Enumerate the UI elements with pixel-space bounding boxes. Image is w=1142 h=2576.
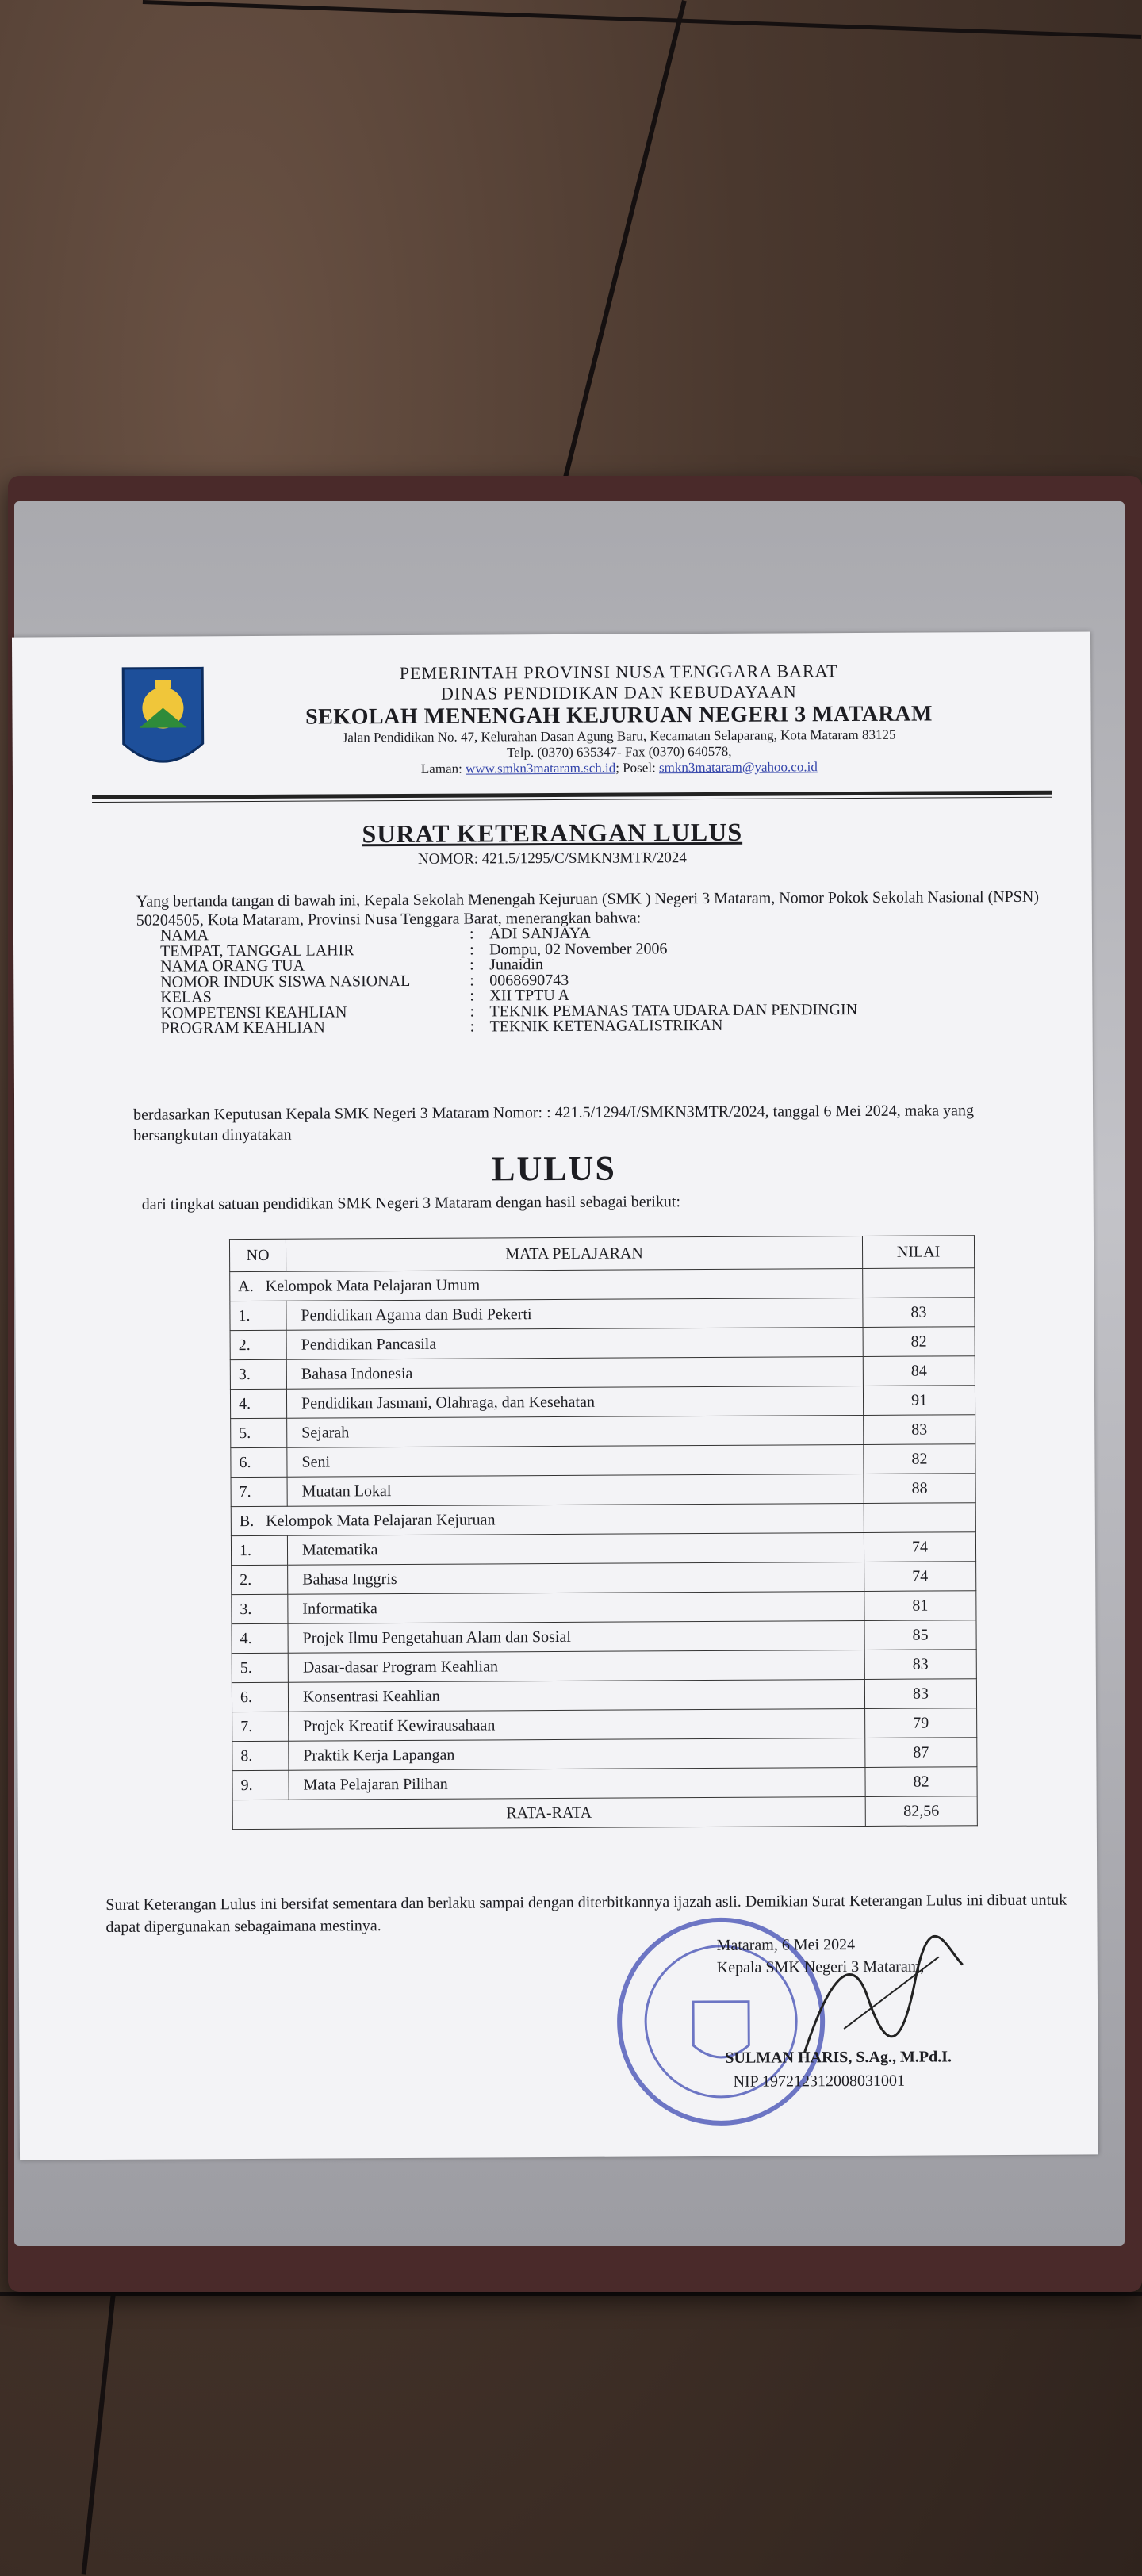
row-no: 1. [231, 1535, 287, 1565]
group-row [230, 1268, 975, 1301]
field-colon: : [469, 941, 474, 959]
group-no: A. [238, 1277, 254, 1295]
field-row [161, 1017, 1073, 1037]
email-link[interactable]: smkn3mataram@yahoo.co.id [658, 759, 818, 776]
field-label: NOMOR INDUK SISWA NASIONAL [160, 972, 411, 991]
document-number: NOMOR: 421.5/1295/C/SMKN3MTR/2024 [417, 849, 687, 868]
field-colon: : [469, 987, 474, 1005]
row-subject: Bahasa Indonesia [286, 1356, 863, 1389]
document-title: SURAT KETERANGAN LULUS [362, 817, 743, 849]
field-label: KOMPETENSI KEAHLIAN [160, 1002, 347, 1022]
row-no: 8. [232, 1741, 289, 1770]
row-value: 88 [864, 1474, 975, 1504]
table-row [232, 1591, 976, 1624]
table-row [232, 1708, 977, 1742]
school-address: Jalan Pendidikan No. 47, Kelurahan Dasan Agung Baru, Kecamatan Selaparang, Kota Mataram 83125 [342, 726, 896, 746]
row-value: 79 [865, 1708, 977, 1738]
field-colon: : [469, 925, 474, 943]
field-label: TEMPAT, TANGGAL LAHIR [159, 941, 354, 960]
letterhead [99, 660, 1052, 803]
field-value: TEKNIK KETENAGALISTRIKAN [489, 1016, 723, 1036]
group-label [231, 1503, 864, 1535]
government-line: PEMERINTAH PROVINSI NUSA TENGGARA BARAT [399, 661, 838, 684]
row-subject: Mata Pelajaran Pilihan [289, 1767, 865, 1800]
row-subject: Dasar-dasar Program Keahlian [288, 1650, 864, 1682]
row-no: 4. [230, 1389, 286, 1418]
group-value [864, 1503, 975, 1533]
row-no: 5. [231, 1418, 287, 1447]
row-subject: Seni [287, 1444, 864, 1477]
table-header-row [229, 1236, 974, 1272]
row-subject: Matematika [287, 1532, 864, 1565]
row-subject: Informatika [288, 1591, 864, 1623]
row-no: 6. [232, 1682, 288, 1712]
header-subject: MATA PELAJARAN [286, 1236, 862, 1271]
field-label: NAMA [159, 926, 209, 945]
row-subject: Muatan Lokal [287, 1474, 864, 1506]
group-no: B. [239, 1512, 255, 1530]
group-value [863, 1268, 975, 1298]
field-colon: : [469, 1002, 475, 1021]
department-line: DINAS PENDIDIKAN DAN KEBUDAYAAN [440, 681, 797, 703]
header-no: NO [229, 1239, 286, 1271]
table-row [231, 1474, 975, 1507]
group-label [230, 1268, 863, 1301]
row-value: 83 [864, 1679, 976, 1709]
row-subject: Pendidikan Pancasila [286, 1327, 863, 1359]
table-row [232, 1679, 976, 1712]
field-colon: : [469, 1018, 475, 1036]
row-value: 82 [863, 1327, 975, 1357]
signer-name: SULMAN HARIS, S.Ag., M.Pd.I. [725, 2048, 952, 2067]
certificate-paper [12, 631, 1098, 2160]
row-subject: Bahasa Inggris [288, 1562, 864, 1594]
table-row [231, 1532, 975, 1566]
decision-basis: berdasarkan Keputusan Kepala SMK Negeri 3 Mataram Nomor: : 421.5/1294/I/SMKN3MTR/2024, tanggal 6 Mei 2024, maka yang bersangkutan dinyatakan [133, 1102, 974, 1144]
row-no: 3. [230, 1359, 286, 1389]
row-value: 82 [865, 1767, 977, 1797]
field-colon: : [469, 972, 474, 990]
row-value: 85 [864, 1620, 976, 1650]
row-subject: Sejarah [287, 1415, 864, 1447]
row-no: 7. [231, 1477, 287, 1506]
field-value: 0068690743 [489, 971, 569, 989]
row-value: 83 [864, 1415, 975, 1445]
field-value: XII TPTU A [489, 986, 570, 1005]
table-row [230, 1356, 975, 1390]
row-no: 1. [230, 1301, 286, 1330]
row-value: 74 [864, 1532, 975, 1562]
row-value: 83 [863, 1298, 975, 1328]
table-row [230, 1386, 975, 1419]
row-no: 5. [232, 1653, 288, 1682]
tile-seam [0, 2292, 1142, 2296]
student-fields [160, 924, 1073, 1037]
row-value: 91 [863, 1386, 975, 1416]
table-row [232, 1767, 977, 1800]
row-value: 81 [864, 1591, 976, 1621]
row-subject: Praktik Kerja Lapangan [289, 1738, 865, 1770]
result-heading: LULUS [492, 1148, 616, 1189]
group-title: Kelompok Mata Pelajaran Umum [265, 1275, 481, 1295]
school-name: SEKOLAH MENENGAH KEJURUAN NEGERI 3 MATARAM [305, 701, 933, 730]
row-subject: Projek Kreatif Kewirausahaan [289, 1708, 865, 1741]
row-value: 87 [865, 1738, 977, 1768]
row-subject: Konsentrasi Keahlian [288, 1679, 864, 1712]
row-subject: Projek Ilmu Pengetahuan Alam dan Sosial [288, 1620, 864, 1653]
table-row [232, 1620, 976, 1654]
intro-paragraph: Yang bertanda tangan di bawah ini, Kepala Sekolah Menengah Kejuruan (SMK ) Negeri 3 Mataram, Nomor Pokok Sekolah Nasional (NPSN) 50204505, Kota Mataram, Provinsi Nusa Tenggara Barat, menerangkan bahwa: [136, 887, 1040, 930]
row-value: 74 [864, 1562, 976, 1592]
row-subject: Pendidikan Jasmani, Olahraga, dan Kesehatan [286, 1386, 863, 1418]
field-label: PROGRAM KEAHLIAN [160, 1018, 325, 1037]
field-colon: : [469, 956, 474, 974]
row-no: 9. [232, 1770, 289, 1800]
table-row [232, 1738, 977, 1771]
group-row [231, 1503, 975, 1536]
row-value: 82 [864, 1444, 975, 1474]
sign-role: Kepala SMK Negeri 3 Mataram, [716, 1957, 925, 1976]
website-prefix: Laman: [420, 761, 466, 776]
row-no: 4. [232, 1623, 288, 1653]
row-no: 6. [231, 1447, 287, 1477]
field-value: Dompu, 02 November 2006 [489, 939, 668, 958]
closing-paragraph: Surat Keterangan Lulus ini bersifat sementara dan berlaku sampai dengan diterbitkannya ijazah asli. Demikian Surat Keterangan Lulus ini dibuat untuk dapat dipergunakan sebagaimana mestinya. [105, 1891, 1067, 1936]
province-emblem-icon [115, 664, 211, 784]
field-value: Junaidin [489, 956, 543, 974]
table-lead: dari tingkat satuan pendidikan SMK Negeri 3 Mataram dengan hasil sebagai berikut: [141, 1193, 681, 1213]
table-row [230, 1298, 975, 1331]
signer-nip: NIP 197212312008031001 [733, 2072, 906, 2091]
row-value: 83 [864, 1650, 976, 1680]
header-value: NILAI [862, 1236, 974, 1269]
field-value: ADI SANJAYA [489, 924, 591, 943]
letterhead-text [210, 660, 1028, 778]
field-label: KELAS [160, 988, 212, 1006]
website-link[interactable]: www.smkn3mataram.sch.id [466, 760, 616, 776]
grades-table [229, 1235, 978, 1830]
email-prefix: ; Posel: [615, 760, 660, 776]
row-no: 2. [230, 1330, 286, 1359]
table-row [231, 1444, 975, 1478]
row-no: 7. [232, 1712, 289, 1741]
row-no: 2. [232, 1565, 288, 1594]
average-value: 82,56 [865, 1796, 977, 1827]
field-value: TEKNIK PEMANAS TATA UDARA DAN PENDINGIN [489, 1000, 858, 1020]
average-label: RATA-RATA [232, 1796, 865, 1829]
table-row [232, 1650, 976, 1683]
average-row [232, 1796, 977, 1830]
table-row [232, 1562, 976, 1595]
row-value: 84 [863, 1356, 975, 1386]
row-no: 3. [232, 1594, 288, 1623]
table-row [230, 1327, 975, 1360]
sign-place-date: Mataram, 6 Mei 2024 [716, 1936, 856, 1954]
school-contact [211, 758, 1028, 778]
school-phone: Telp. (0370) 635347- Fax (0370) 640578, [506, 743, 732, 761]
group-title: Kelompok Mata Pelajaran Kejuruan [266, 1510, 496, 1530]
row-subject: Pendidikan Agama dan Budi Pekerti [286, 1298, 863, 1330]
field-label: NAMA ORANG TUA [160, 956, 305, 976]
table-row [231, 1415, 975, 1448]
